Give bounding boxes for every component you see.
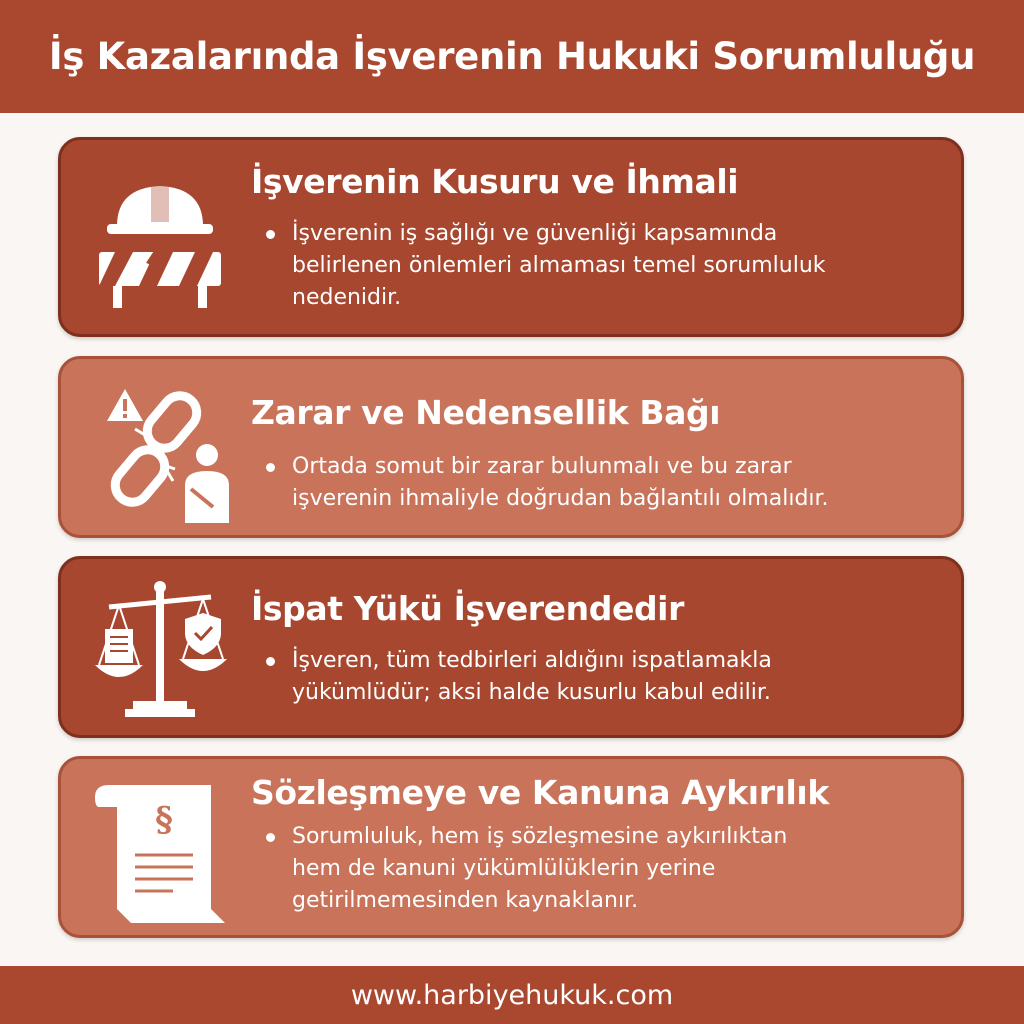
text-line: İşveren, tüm tedbirleri aldığını ispatlamakla: [292, 648, 772, 673]
card-title: Zarar ve Nedensellik Bağı: [251, 393, 721, 432]
text-line: belirlenen önlemleri almaması temel sorumluluk: [292, 253, 826, 278]
bullet-point: [266, 230, 275, 239]
footer-bar: [0, 966, 1024, 1024]
law-scroll-icon: [85, 775, 235, 925]
bullet-point: [266, 833, 275, 842]
card-title: İspat Yükü İşverendedir: [251, 589, 684, 628]
card-text: [266, 821, 956, 917]
text-line: getirilmemesinden kaynaklanır.: [292, 888, 639, 913]
header-banner: [0, 0, 1024, 113]
card-title: İşverenin Kusuru ve İhmali: [251, 162, 739, 201]
card-text: [266, 451, 956, 515]
justice-scale-icon: [85, 575, 235, 725]
card-damage-causality: [58, 356, 964, 538]
text-line: İşverenin iş sağlığı ve güvenliği kapsamında: [292, 221, 778, 246]
svg-text:§: §: [155, 800, 173, 840]
card-employer-fault: [58, 137, 964, 337]
text-line: Sorumluluk, hem iş sözleşmesine aykırılıktan: [292, 824, 788, 849]
text-line: işverenin ihmaliyle doğrudan bağlantılı olmalıdır.: [292, 486, 829, 511]
text-line: Ortada somut bir zarar bulunmalı ve bu zarar: [292, 454, 792, 479]
hardhat-barrier-icon: [85, 158, 235, 308]
bullet-point: [266, 657, 275, 666]
text-line: yükümlüdür; aksi halde kusurlu kabul edilir.: [292, 680, 771, 705]
card-title: Sözleşmeye ve Kanuna Aykırılık: [251, 773, 829, 812]
text-line: nedenidir.: [292, 285, 402, 310]
website-link[interactable]: www.harbiyehukuk.com: [350, 979, 674, 1011]
card-text: [266, 645, 956, 709]
card-burden-of-proof: [58, 556, 964, 738]
card-text: [266, 218, 956, 314]
page-title: İş Kazalarında İşverenin Hukuki Sorumluluğu: [48, 35, 976, 78]
broken-chain-icon: [85, 373, 235, 523]
bullet-point: [266, 463, 275, 472]
card-contract-law-breach: [58, 756, 964, 938]
text-line: hem de kanuni yükümlülüklerin yerine: [292, 856, 716, 881]
